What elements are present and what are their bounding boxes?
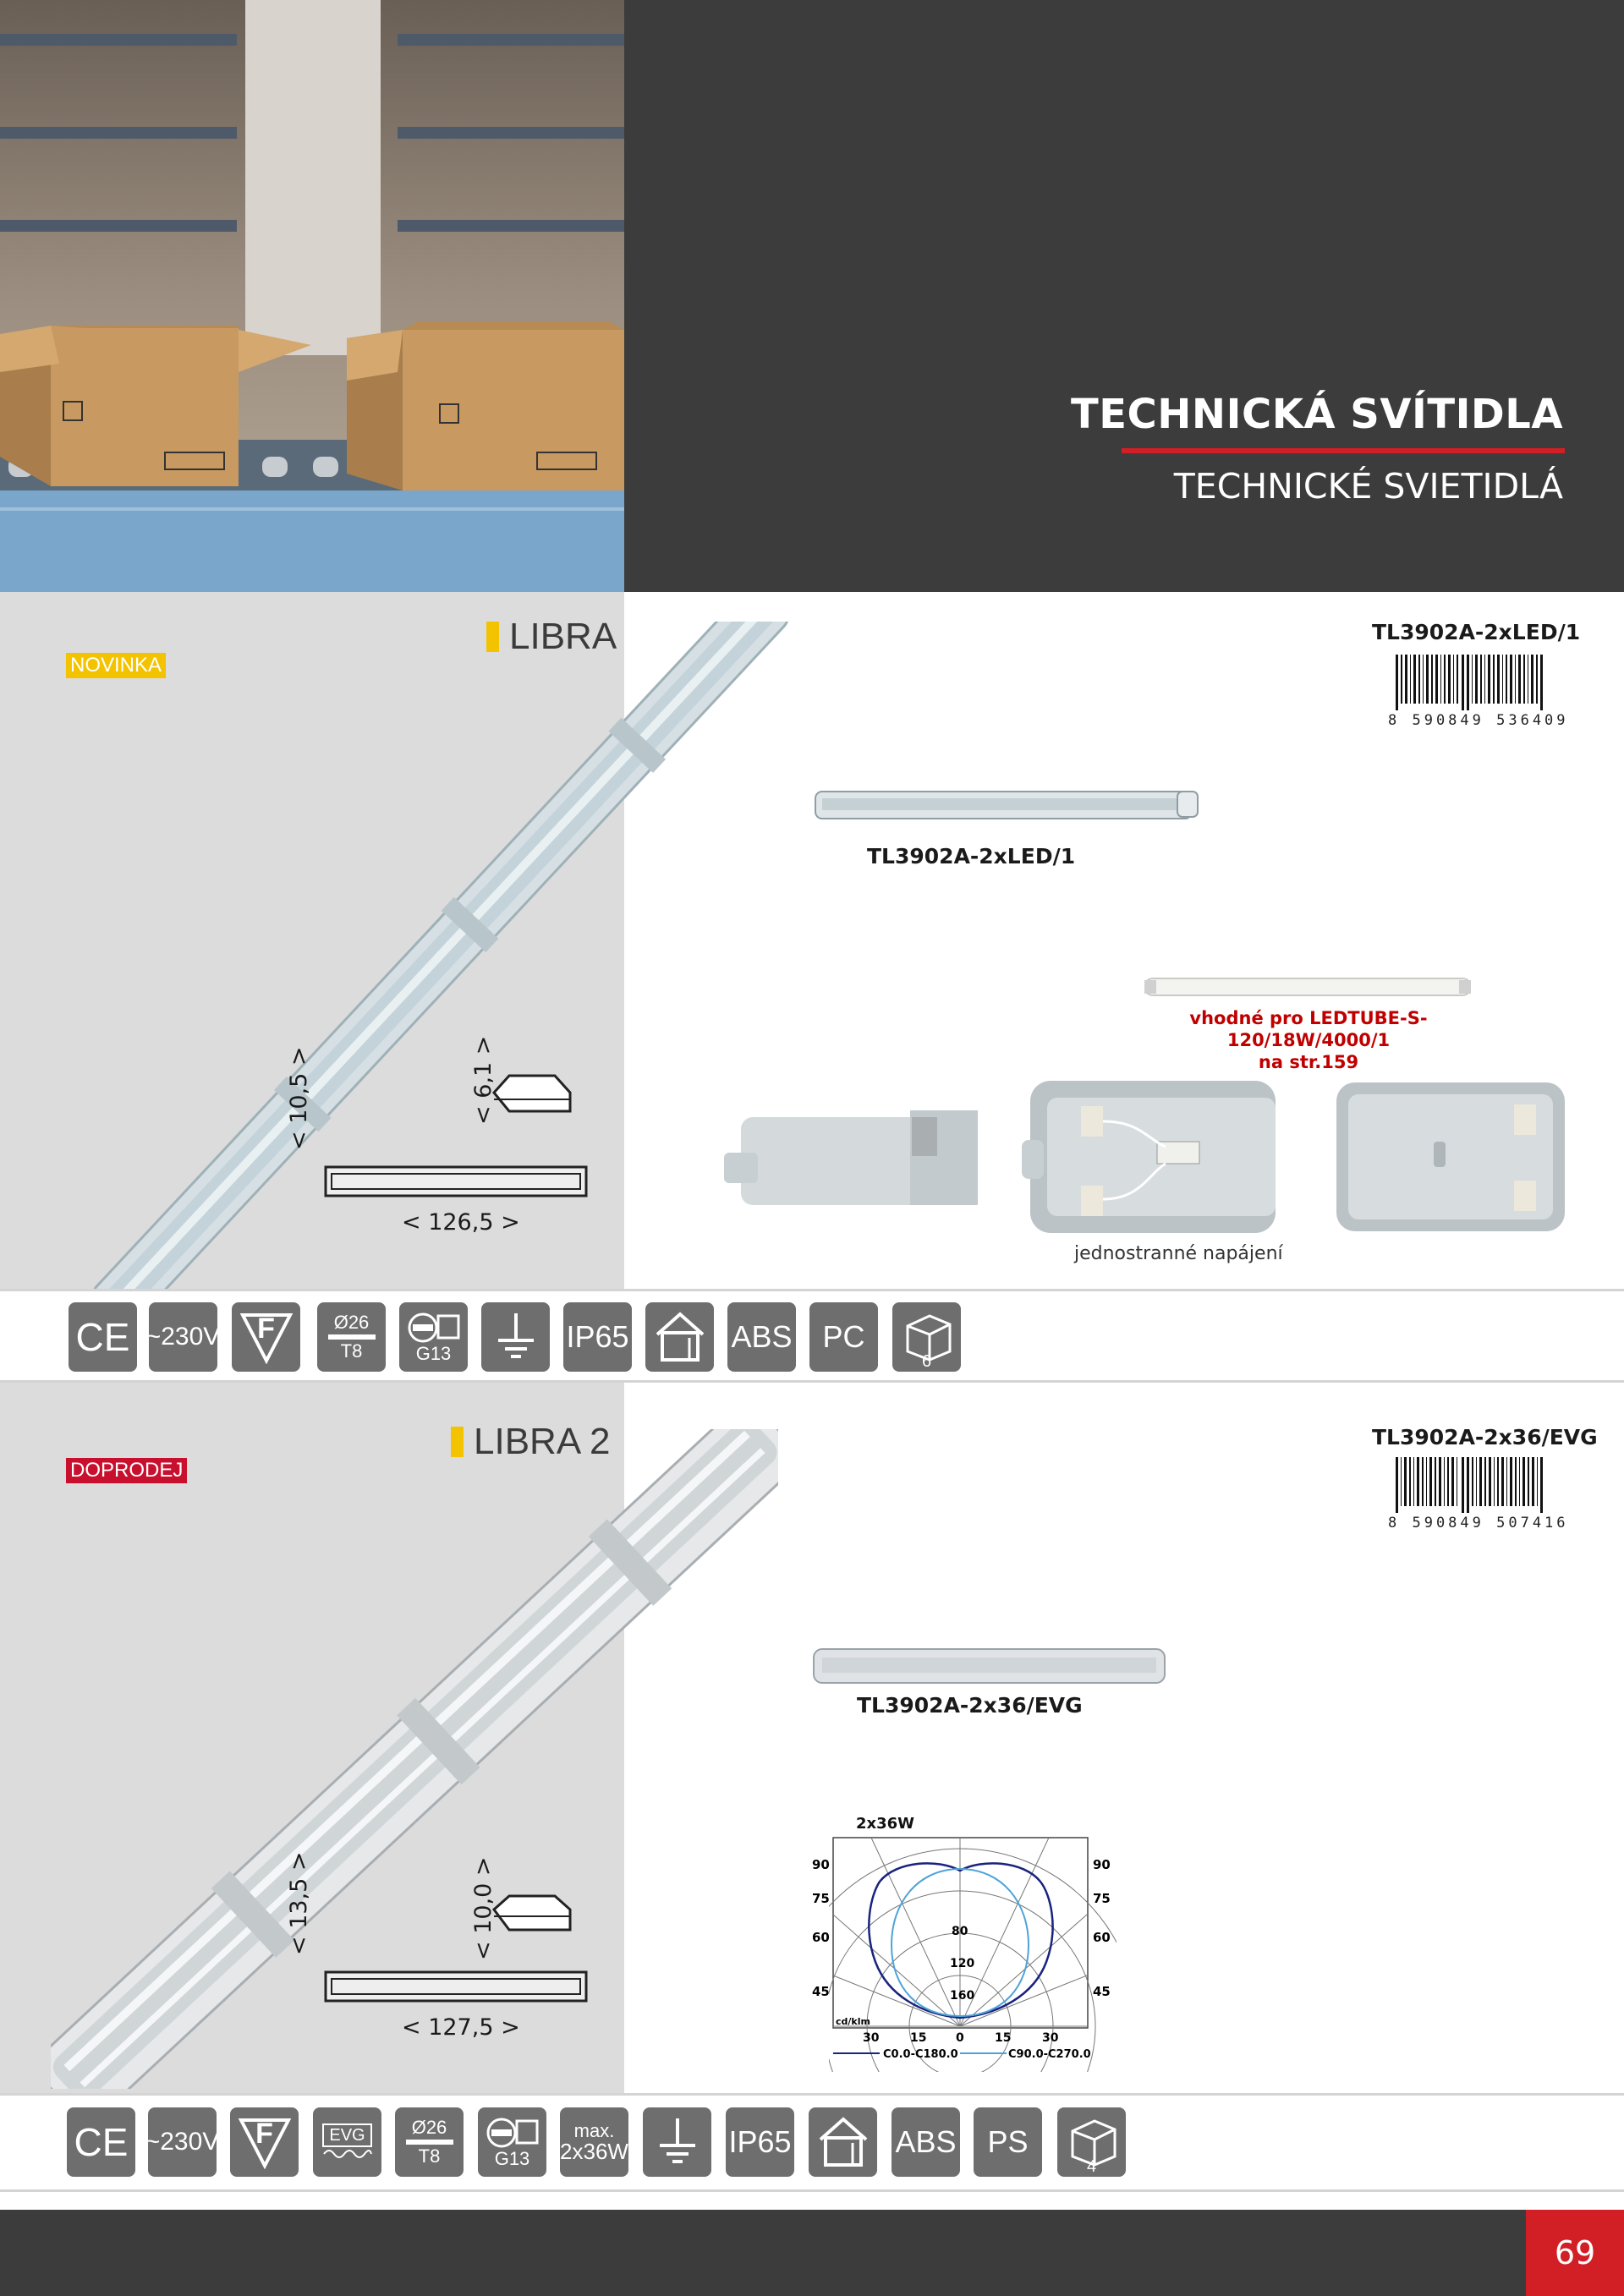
polar-right-60: 60 bbox=[1093, 1930, 1111, 1945]
polar-right-75: 75 bbox=[1093, 1891, 1111, 1906]
page-footer bbox=[0, 2210, 1624, 2296]
material-pc-icon: PC bbox=[809, 1302, 878, 1372]
polar-radial-160: 160 bbox=[950, 1989, 975, 2003]
polar-tick-5: 30 bbox=[1042, 2031, 1059, 2045]
led-tube-image bbox=[1144, 975, 1471, 999]
polar-legend-1: C0.0-C180.0 bbox=[883, 2048, 958, 2061]
category-subtitle: TECHNICKÉ SVIETIDLÁ bbox=[1173, 466, 1563, 507]
warehouse-photo bbox=[0, 0, 624, 592]
material-abs-icon: ABS bbox=[892, 2107, 960, 2177]
led-tube-note bbox=[1116, 1007, 1501, 1073]
max-power-icon: max. 2x36W bbox=[560, 2107, 628, 2177]
socket-g13-icon: G13 bbox=[478, 2107, 546, 2177]
polar-tick-3: 0 bbox=[956, 2031, 964, 2045]
material-abs-icon: ABS bbox=[727, 1302, 796, 1372]
tube-t8-icon: Ø26 T8 bbox=[317, 1302, 386, 1372]
polar-left-45: 45 bbox=[812, 1984, 830, 1999]
tube-t8-icon: Ø26 T8 bbox=[395, 2107, 464, 2177]
product1-code: TL3902A-2xLED/1 bbox=[1372, 620, 1581, 644]
material-ps-icon: PS bbox=[974, 2107, 1042, 2177]
product2-brand-name: LIBRA 2 bbox=[474, 1421, 611, 1462]
polar-radial-120: 120 bbox=[950, 1957, 975, 1970]
polar-left-60: 60 bbox=[812, 1930, 830, 1945]
polar-right-45: 45 bbox=[1093, 1984, 1111, 1999]
house-mount-icon bbox=[809, 2107, 877, 2177]
product1-open-housing-photo bbox=[1022, 1081, 1276, 1233]
product2-dim-height: < 13,5 > bbox=[286, 1851, 312, 1955]
product1-badge: NOVINKA bbox=[66, 653, 166, 678]
product1-detail-caption: jednostranné napájení bbox=[1074, 1243, 1283, 1264]
ce-mark-icon: CE bbox=[69, 1302, 137, 1372]
voltage-icon: ~230V bbox=[148, 2107, 217, 2177]
product2-divider-top bbox=[0, 2093, 1624, 2096]
evg-ballast-icon: EVG bbox=[313, 2107, 381, 2177]
product1-barcode bbox=[1394, 655, 1546, 710]
product1-dim-width: < 126,5 > bbox=[402, 1209, 520, 1236]
polar-title: 2x36W bbox=[856, 1815, 915, 1833]
polar-right-90: 90 bbox=[1093, 1857, 1111, 1872]
polar-legend-2: C90.0-C270.0 bbox=[1008, 2048, 1091, 2061]
category-title: TECHNICKÁ SVÍTIDLA bbox=[1071, 391, 1563, 438]
polar-left-75: 75 bbox=[812, 1891, 830, 1906]
polar-unit: cd/klm bbox=[836, 2016, 870, 2027]
product2-dim-width: < 127,5 > bbox=[402, 2014, 520, 2041]
package-count-icon: 4 bbox=[1057, 2107, 1126, 2177]
product2-barcode-number: 8 590849 507416 bbox=[1388, 1515, 1569, 1532]
product2-badge: DOPRODEJ bbox=[66, 1458, 187, 1483]
product1-dimension-drawing bbox=[321, 1074, 592, 1201]
product1-end-cap-photo bbox=[724, 1110, 978, 1205]
title-underline bbox=[1122, 448, 1565, 453]
product1-brand-name: LIBRA bbox=[509, 616, 617, 657]
ce-mark-icon: CE bbox=[67, 2107, 135, 2177]
product2-dimension-drawing bbox=[321, 1879, 592, 2006]
f-mark-icon: F bbox=[232, 1302, 300, 1372]
product1-photo-caption: TL3902A-2xLED/1 bbox=[867, 844, 1076, 869]
product2-side-photo bbox=[812, 1646, 1167, 1686]
led-tube-note-line2: na str.159 bbox=[1258, 1052, 1359, 1072]
product1-side-photo bbox=[814, 785, 1203, 827]
polar-tick-1: 30 bbox=[863, 2031, 880, 2045]
ip65-icon: IP65 bbox=[726, 2107, 794, 2177]
product2-divider-bottom bbox=[0, 2189, 1624, 2192]
voltage-icon: ~230V bbox=[149, 1302, 217, 1372]
polar-left-90: 90 bbox=[812, 1857, 830, 1872]
polar-tick-2: 15 bbox=[910, 2031, 927, 2045]
product2-barcode bbox=[1394, 1457, 1546, 1513]
product1-housing-end-photo bbox=[1336, 1082, 1565, 1231]
product2-dim-depth: < 10,0 > bbox=[470, 1856, 497, 1960]
f-mark-icon: F bbox=[230, 2107, 299, 2177]
ip65-icon: IP65 bbox=[563, 1302, 632, 1372]
page-number: 69 bbox=[1526, 2210, 1624, 2296]
polar-tick-4: 15 bbox=[995, 2031, 1012, 2045]
polar-radial-80: 80 bbox=[952, 1925, 968, 1938]
ground-icon bbox=[643, 2107, 711, 2177]
ground-icon bbox=[481, 1302, 550, 1372]
product1-dim-height: < 10,5 > bbox=[286, 1046, 312, 1150]
product2-photo-caption: TL3902A-2x36/EVG bbox=[857, 1693, 1083, 1718]
led-tube-note-line1: vhodné pro LEDTUBE-S-120/18W/4000/1 bbox=[1189, 1008, 1428, 1050]
package-count-icon: 6 bbox=[892, 1302, 961, 1372]
socket-g13-icon: G13 bbox=[399, 1302, 468, 1372]
product2-code: TL3902A-2x36/EVG bbox=[1372, 1425, 1598, 1449]
product1-barcode-number: 8 590849 536409 bbox=[1388, 712, 1569, 729]
product1-dim-depth: < 6,1 > bbox=[470, 1035, 497, 1125]
house-mount-icon bbox=[645, 1302, 714, 1372]
